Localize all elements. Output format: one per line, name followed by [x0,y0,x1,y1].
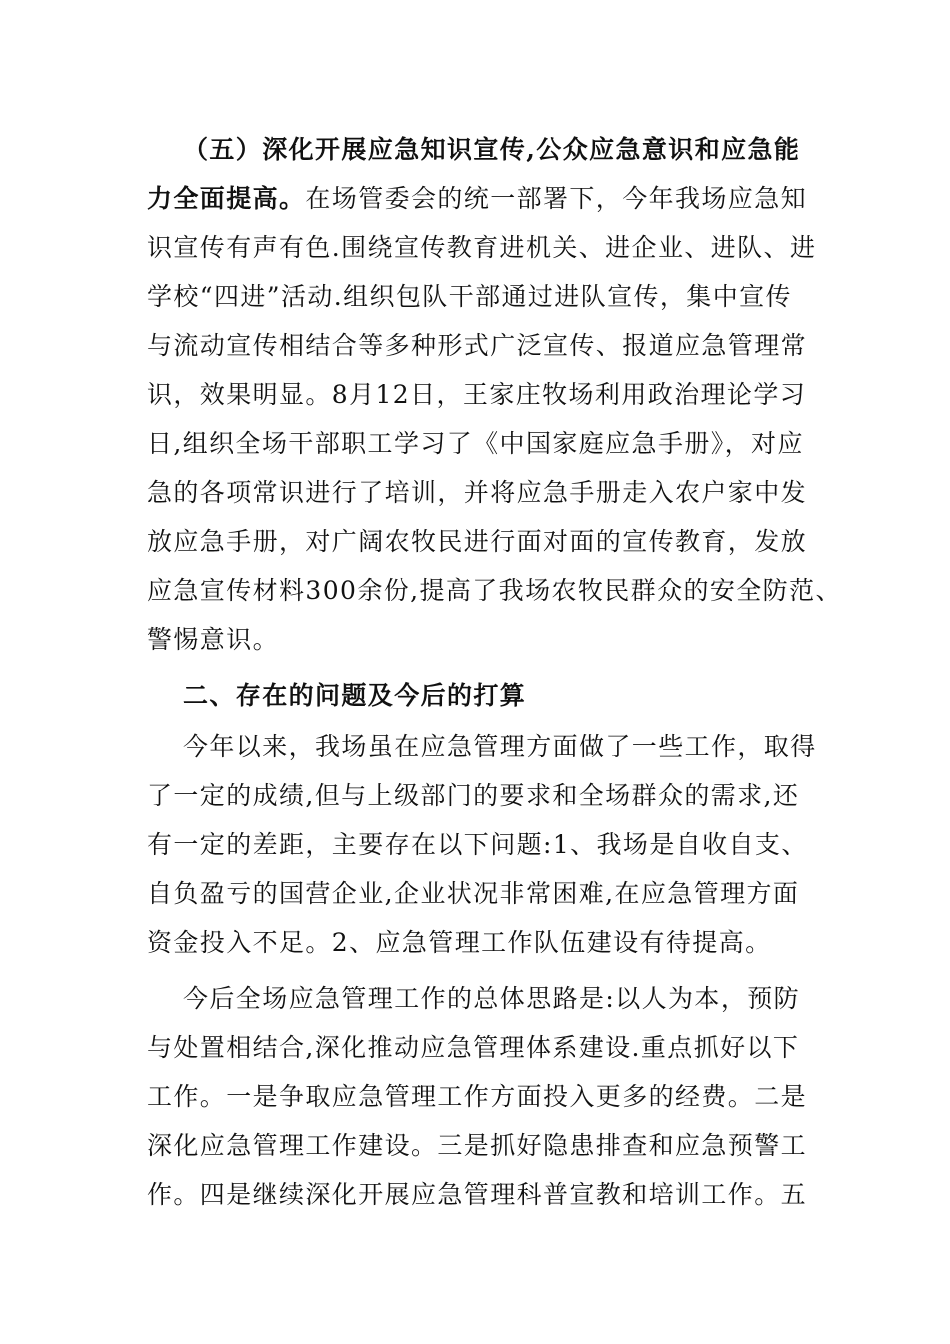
line-text: 识，效果明显。8月12日，王家庄牧场利用政治理论学习 [147,380,807,409]
paragraph-line: 与处置相结合,深化推动应急管理体系建设.重点抓好以下 [147,1033,800,1062]
line-text: 识宣传有声有色.围绕宣传教育进机关、进企业、进队、进 [147,233,817,262]
paragraph-line: 了一定的成绩,但与上级部门的要求和全场群众的需求,还 [147,781,800,810]
paragraph-line: 今年以来，我场虽在应急管理方面做了一些工作，取得 [183,732,817,761]
line-text: 在场管委会的统一部署下，今年我场应急知 [305,184,808,213]
paragraph-line: 有一定的差距，主要存在以下问题:1、我场是自收自支、 [147,830,808,859]
paragraph-line [147,184,807,214]
paragraph-line: 工作。一是争取应急管理工作方面投入更多的经费。二是 [147,1082,808,1111]
paragraph-line [147,380,806,410]
paragraph-line: 作。四是继续深化开展应急管理科普宣教和培训工作。五 [147,1180,808,1209]
line-text: 放应急手册，对广阔农牧民进行面对面的宣传教育，发放 [147,527,808,556]
paragraph-line [147,233,816,263]
paragraph-line: 资金投入不足。2、应急管理工作队伍建设有待提高。 [147,928,772,957]
paragraph-line [147,282,792,312]
paragraph-line [147,478,807,508]
paragraph-line: 自负盈亏的国营企业,企业状况非常困难,在应急管理方面 [147,879,800,908]
line-text: 急的各项常识进行了培训，并将应急手册走入农户家中发 [147,478,808,507]
paragraph-line [147,576,842,606]
paragraph-line [147,429,804,459]
paragraph-line [183,135,800,165]
paragraph-line [147,331,807,361]
line-text: 与流动宣传相结合等多种形式广泛宣传、报道应急管理常 [147,331,808,360]
paragraph-line [147,625,279,655]
line-text: 应急宣传材料300余份,提高了我场农牧民群众的安全防范、 [147,576,842,605]
line-text: 日,组织全场干部职工学习了《中国家庭应急手册》，对应 [147,429,804,458]
paragraph-line [147,527,807,557]
section-title-cont: 力全面提高。 [147,184,306,213]
line-text: 警惕意识。 [147,625,280,654]
section-title: （五）深化开展应急知识宣传,公众应急意识和应急能 [183,135,801,164]
paragraph-line: 深化应急管理工作建设。三是抓好隐患排查和应急预警工 [147,1131,808,1160]
paragraph-line: 今后全场应急管理工作的总体思路是:以人为本，预防 [183,984,801,1013]
section-heading: 二、存在的问题及今后的打算 [183,681,527,710]
line-text: 学校“四进”活动.组织包队干部通过进队宣传，集中宣传 [147,282,792,311]
